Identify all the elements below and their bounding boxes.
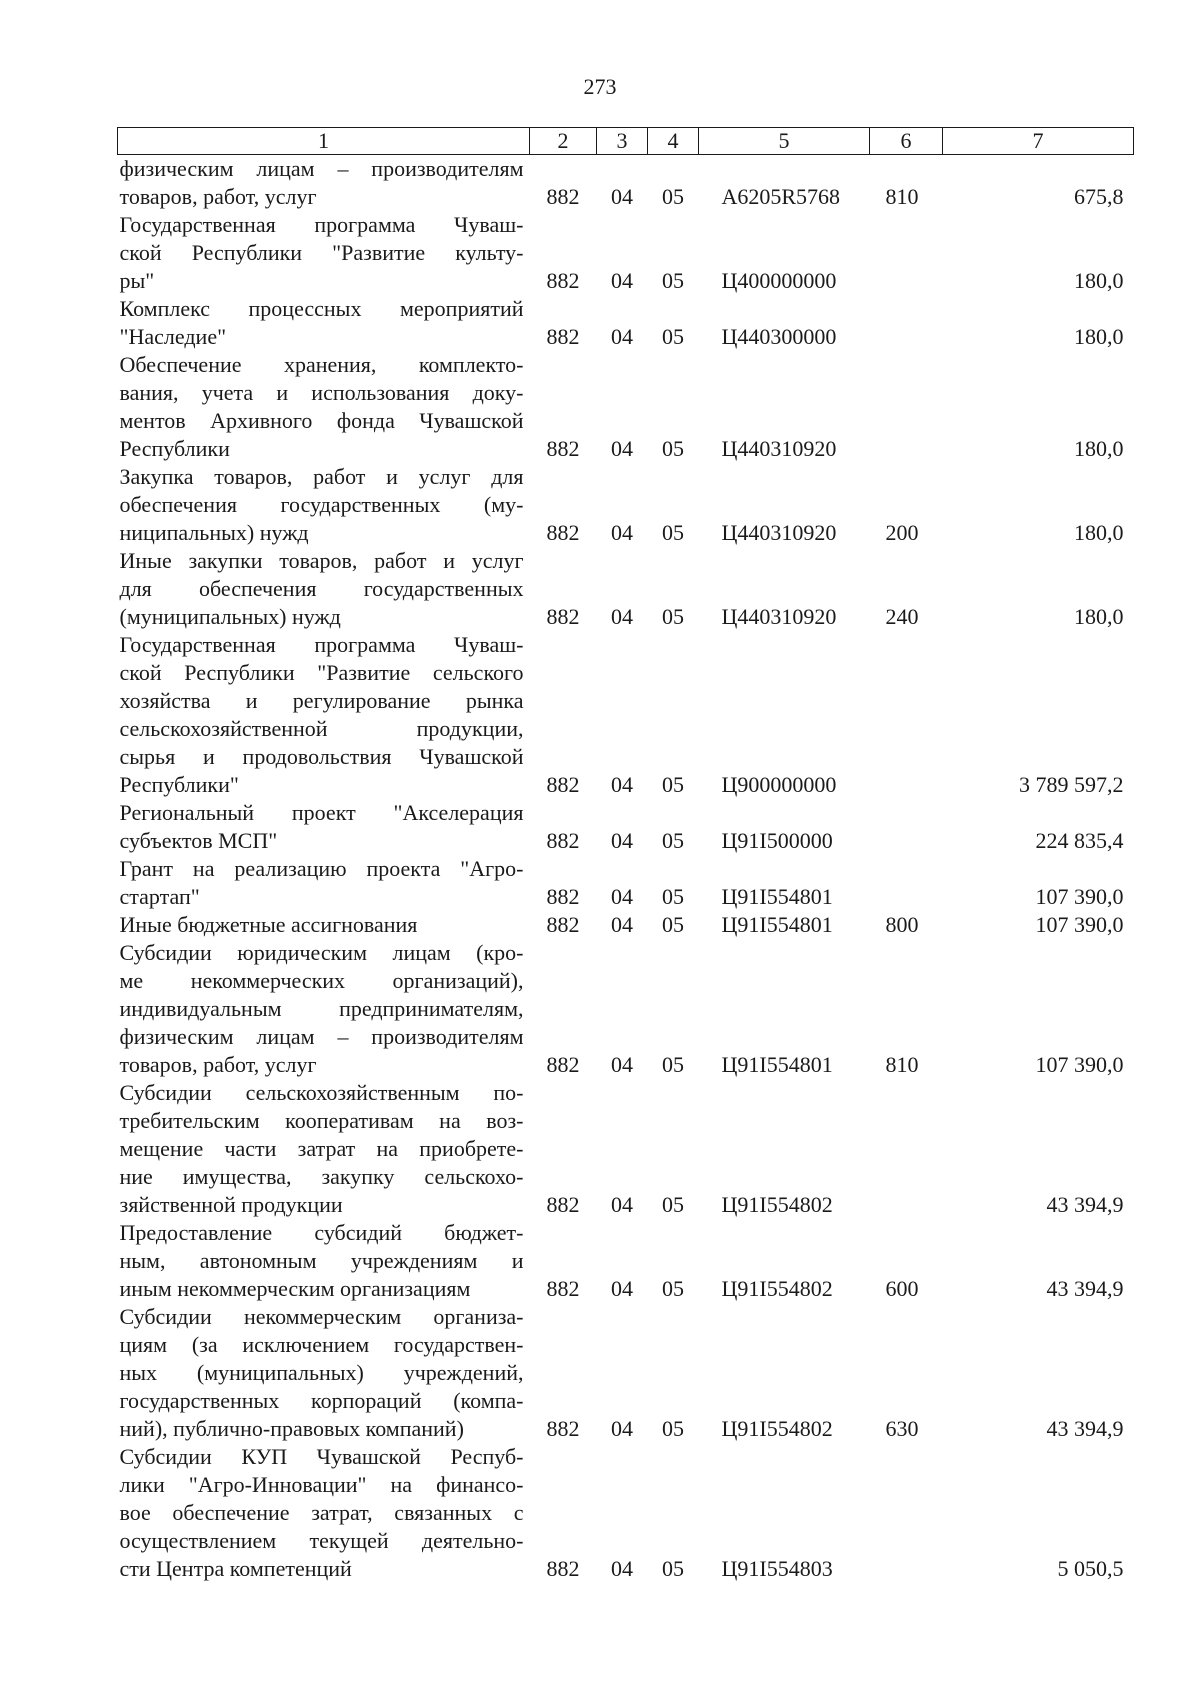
row-name-line: мещение части затрат на приобрете- xyxy=(119,1136,524,1161)
row-name-line: ме некоммерческих организаций), xyxy=(119,968,524,993)
row-name-line: Республики xyxy=(119,436,230,461)
row-target-article-code: Ц440310920 xyxy=(721,604,837,629)
row-section-code: 04 xyxy=(611,772,633,797)
table-row xyxy=(118,1443,1134,1583)
table-row xyxy=(118,631,1134,799)
row-name-line: осуществлением текущей деятельно- xyxy=(119,1528,524,1553)
row-name-line: ний), публично-правовых компаний) xyxy=(119,1416,464,1441)
row-ministry-code: 882 xyxy=(546,1416,580,1441)
row-subsection-code: 05 xyxy=(662,184,684,209)
row-name-cell xyxy=(118,1079,530,1219)
row-name-line: требительским кооперативам на воз- xyxy=(119,1108,524,1133)
row-name-cell xyxy=(118,211,530,295)
row-name-line: ние имущества, закупку сельскохо- xyxy=(119,1164,524,1189)
row-section-code: 04 xyxy=(611,184,633,209)
row-expense-type-code xyxy=(870,295,943,351)
row-name-line: "Наследие" xyxy=(119,324,227,349)
row-ministry-code: 882 xyxy=(546,1192,580,1217)
row-name-line: индивидуальным предпринимателям, xyxy=(119,996,524,1021)
table-row xyxy=(118,1303,1134,1443)
row-target-article-code: Ц900000000 xyxy=(721,772,837,797)
table-row xyxy=(118,351,1134,463)
row-target-article-code: Ц440310920 xyxy=(721,436,837,461)
row-name-line: вания, учета и использования доку- xyxy=(119,380,524,405)
column-header-5: 5 xyxy=(699,128,870,155)
row-subsection-code: 05 xyxy=(662,436,684,461)
row-target-article-code: Ц440300000 xyxy=(721,324,837,349)
row-name-line: стартап" xyxy=(119,884,200,909)
row-subsection-code: 05 xyxy=(662,1276,684,1301)
row-name-line: Государственная программа Чуваш- xyxy=(119,632,524,657)
row-name-line: Иные закупки товаров, работ и услуг xyxy=(119,548,524,573)
row-name-line: (муниципальных) нужд xyxy=(119,604,341,629)
row-name-line: Закупка товаров, работ и услуг для xyxy=(119,464,524,489)
row-name-cell xyxy=(118,295,530,351)
table-body xyxy=(118,155,1134,1584)
row-name-line: Субсидии КУП Чувашской Респуб- xyxy=(119,1444,524,1469)
table-row xyxy=(118,295,1134,351)
row-section-code: 04 xyxy=(611,520,633,545)
row-ministry-code: 882 xyxy=(546,268,580,293)
column-header-3: 3 xyxy=(597,128,648,155)
row-name-cell xyxy=(118,1443,530,1583)
table-row xyxy=(118,211,1134,295)
row-section-code: 04 xyxy=(611,1416,633,1441)
row-name-line: Предоставление субсидий бюджет- xyxy=(119,1220,524,1245)
row-target-article-code: Ц400000000 xyxy=(721,268,837,293)
row-name-cell xyxy=(118,799,530,855)
row-expense-type-code: 810 xyxy=(885,184,919,209)
row-name-line: Субсидии юридическим лицам (кро- xyxy=(119,940,524,965)
row-section-code: 04 xyxy=(611,324,633,349)
row-name-cell xyxy=(118,463,530,547)
page-number: 273 xyxy=(583,74,617,99)
row-amount: 107 390,0 xyxy=(1035,912,1124,937)
row-subsection-code: 05 xyxy=(662,912,684,937)
row-name-line: лики "Агро-Инновации" на финансо- xyxy=(119,1472,524,1497)
row-amount: 5 050,5 xyxy=(1057,1556,1124,1581)
row-name-line: Республики" xyxy=(119,772,239,797)
row-target-article-code: Ц91I554801 xyxy=(721,1052,833,1077)
row-name-line: субъектов МСП" xyxy=(119,828,278,853)
row-section-code: 04 xyxy=(611,1192,633,1217)
table-row xyxy=(118,155,1134,212)
row-target-article-code: Ц91I554802 xyxy=(721,1416,833,1441)
row-expense-type-code xyxy=(870,1443,943,1583)
row-subsection-code: 05 xyxy=(662,268,684,293)
row-name-line: ментов Архивного фонда Чувашской xyxy=(119,408,524,433)
row-name-line: сельскохозяйственной продукции, xyxy=(119,716,524,741)
row-subsection-code: 05 xyxy=(662,828,684,853)
row-amount: 107 390,0 xyxy=(1035,884,1124,909)
row-name-line: ры" xyxy=(119,268,155,293)
row-ministry-code: 882 xyxy=(546,184,580,209)
row-subsection-code: 05 xyxy=(662,1416,684,1441)
row-amount: 180,0 xyxy=(1074,324,1124,349)
column-header-2: 2 xyxy=(530,128,597,155)
row-name-line: Региональный проект "Акселерация xyxy=(119,800,524,825)
row-name-cell xyxy=(118,939,530,1079)
table-row xyxy=(118,911,1134,939)
row-expense-type-code: 200 xyxy=(885,520,919,545)
budget-table xyxy=(117,127,1134,1583)
row-name-line: сти Центра компетенций xyxy=(119,1556,352,1581)
row-subsection-code: 05 xyxy=(662,1556,684,1581)
table-row xyxy=(118,463,1134,547)
row-name-line: Субсидии некоммерческим организа- xyxy=(119,1304,524,1329)
row-name-line: сырья и продовольствия Чувашской xyxy=(119,744,524,769)
row-expense-type-code xyxy=(870,799,943,855)
row-expense-type-code xyxy=(870,1079,943,1219)
row-name-cell xyxy=(118,911,530,939)
row-name-line: государственных корпораций (компа- xyxy=(119,1388,524,1413)
row-name-line: ным, автономным учреждениям и xyxy=(119,1248,524,1273)
table-row xyxy=(118,1219,1134,1303)
row-name-cell xyxy=(118,855,530,911)
row-amount: 180,0 xyxy=(1074,436,1124,461)
row-target-article-code: Ц91I500000 xyxy=(721,828,833,853)
table-header-row xyxy=(118,128,1134,155)
table-row xyxy=(118,855,1134,911)
row-subsection-code: 05 xyxy=(662,604,684,629)
row-name-line: товаров, работ, услуг xyxy=(119,184,317,209)
row-name-line: Государственная программа Чуваш- xyxy=(119,212,524,237)
row-target-article-code: Ц91I554801 xyxy=(721,884,833,909)
row-target-article-code: А6205R5768 xyxy=(721,184,841,209)
row-ministry-code: 882 xyxy=(546,772,580,797)
row-amount: 180,0 xyxy=(1074,604,1124,629)
row-name-line: обеспечения государственных (му- xyxy=(119,492,524,517)
row-ministry-code: 882 xyxy=(546,1052,580,1077)
row-name-line: физическим лицам – производителям xyxy=(119,1024,524,1049)
row-ministry-code: 882 xyxy=(546,1556,580,1581)
row-subsection-code: 05 xyxy=(662,324,684,349)
row-expense-type-code: 630 xyxy=(885,1416,919,1441)
row-target-article-code: Ц91I554803 xyxy=(721,1556,833,1581)
row-expense-type-code: 240 xyxy=(885,604,919,629)
row-target-article-code: Ц91I554801 xyxy=(721,912,833,937)
row-section-code: 04 xyxy=(611,436,633,461)
row-section-code: 04 xyxy=(611,1556,633,1581)
row-ministry-code: 882 xyxy=(546,324,580,349)
column-header-6: 6 xyxy=(870,128,943,155)
row-section-code: 04 xyxy=(611,828,633,853)
row-name-cell xyxy=(118,631,530,799)
row-amount: 224 835,4 xyxy=(1035,828,1124,853)
row-subsection-code: 05 xyxy=(662,520,684,545)
row-name-cell xyxy=(118,351,530,463)
row-name-line: зяйственной продукции xyxy=(119,1192,343,1217)
row-name-cell xyxy=(118,1219,530,1303)
row-target-article-code: Ц91I554802 xyxy=(721,1192,833,1217)
row-expense-type-code xyxy=(870,211,943,295)
table-row xyxy=(118,939,1134,1079)
row-name-line: ской Республики "Развитие культу- xyxy=(119,240,524,265)
row-name-line: циям (за исключением государствен- xyxy=(119,1332,524,1357)
column-header-7: 7 xyxy=(943,128,1134,155)
row-section-code: 04 xyxy=(611,1276,633,1301)
row-name-cell xyxy=(118,155,530,212)
row-name-cell xyxy=(118,1303,530,1443)
row-amount: 43 394,9 xyxy=(1046,1416,1124,1441)
row-amount: 180,0 xyxy=(1074,268,1124,293)
row-name-line: для обеспечения государственных xyxy=(119,576,524,601)
row-amount: 43 394,9 xyxy=(1046,1192,1124,1217)
row-subsection-code: 05 xyxy=(662,772,684,797)
table-row xyxy=(118,799,1134,855)
row-ministry-code: 882 xyxy=(546,604,580,629)
row-ministry-code: 882 xyxy=(546,912,580,937)
row-expense-type-code xyxy=(870,631,943,799)
row-ministry-code: 882 xyxy=(546,828,580,853)
column-header-4: 4 xyxy=(648,128,699,155)
row-amount: 180,0 xyxy=(1074,520,1124,545)
row-expense-type-code xyxy=(870,351,943,463)
row-target-article-code: Ц91I554802 xyxy=(721,1276,833,1301)
row-section-code: 04 xyxy=(611,268,633,293)
row-section-code: 04 xyxy=(611,884,633,909)
row-expense-type-code: 600 xyxy=(885,1276,919,1301)
row-target-article-code: Ц440310920 xyxy=(721,520,837,545)
row-ministry-code: 882 xyxy=(546,436,580,461)
row-name-line: Комплекс процессных мероприятий xyxy=(119,296,524,321)
row-name-line: Субсидии сельскохозяйственным по- xyxy=(119,1080,524,1105)
row-name-line: хозяйства и регулирование рынка xyxy=(119,688,524,713)
row-section-code: 04 xyxy=(611,604,633,629)
row-name-line: ниципальных) нужд xyxy=(119,520,309,545)
row-name-line: Грант на реализацию проекта "Агро- xyxy=(119,856,524,881)
row-subsection-code: 05 xyxy=(662,1052,684,1077)
row-name-line: вое обеспечение затрат, связанных с xyxy=(119,1500,524,1525)
row-ministry-code: 882 xyxy=(546,520,580,545)
column-header-1: 1 xyxy=(118,128,530,155)
row-amount: 3 789 597,2 xyxy=(1019,772,1124,797)
row-name-line: товаров, работ, услуг xyxy=(119,1052,317,1077)
row-section-code: 04 xyxy=(611,1052,633,1077)
row-amount: 43 394,9 xyxy=(1046,1276,1124,1301)
row-subsection-code: 05 xyxy=(662,884,684,909)
row-name-line: ской Республики "Развитие сельского xyxy=(119,660,524,685)
row-expense-type-code: 810 xyxy=(885,1052,919,1077)
row-expense-type-code: 800 xyxy=(885,912,919,937)
row-section-code: 04 xyxy=(611,912,633,937)
table-row xyxy=(118,1079,1134,1219)
row-name-line: физическим лицам – производителям xyxy=(119,156,524,181)
row-name-line: Обеспечение хранения, комплекто- xyxy=(119,352,524,377)
row-ministry-code: 882 xyxy=(546,884,580,909)
table-row xyxy=(118,547,1134,631)
row-ministry-code: 882 xyxy=(546,1276,580,1301)
row-expense-type-code xyxy=(870,855,943,911)
row-subsection-code: 05 xyxy=(662,1192,684,1217)
row-name-line: иным некоммерческим организациям xyxy=(119,1276,471,1301)
row-amount: 675,8 xyxy=(1074,184,1124,209)
row-name-line: Иные бюджетные ассигнования xyxy=(119,912,418,937)
row-name-line: ных (муниципальных) учреждений, xyxy=(119,1360,524,1385)
row-amount: 107 390,0 xyxy=(1035,1052,1124,1077)
row-name-cell xyxy=(118,547,530,631)
